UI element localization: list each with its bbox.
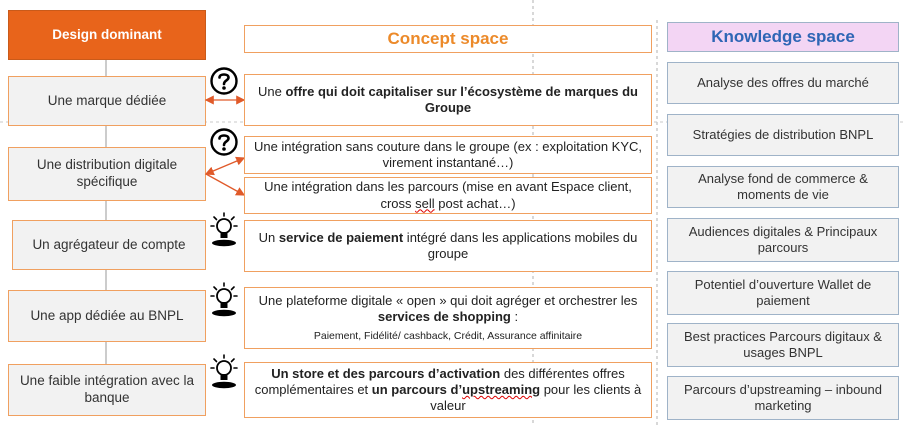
knowledge-space-header: Knowledge space: [667, 22, 899, 52]
left-item-agregateur: Un agrégateur de compte: [12, 220, 206, 270]
concept-text: Un store et des parcours d’activation des différentes offres complémentaires et un parcours d’upstreaming pour les clients à valeur: [254, 365, 642, 414]
concept-integration-groupe: Une intégration sans couture dans le groupe (ex : exploitation KYC, virement instantané…): [244, 136, 652, 174]
concept-integration-parcours: [244, 177, 652, 214]
knowledge-item-upstreaming: Parcours d’upstreaming – inbound marketing: [667, 376, 899, 420]
concept-store-activation: [244, 362, 652, 418]
left-item-app: Une app dédiée au BNPL: [8, 290, 206, 342]
concept-plateforme-open: [244, 287, 652, 349]
question-icon: [209, 127, 239, 157]
concept-offre-ecosysteme: [244, 74, 652, 126]
concept-space-header: Concept space: [244, 25, 652, 53]
lightbulb-icon: [209, 212, 239, 248]
concept-subtext: Paiement, Fidélité/ cashback, Crédit, Assurance affinitaire: [313, 329, 583, 342]
knowledge-wallet-text: Potentiel d’ouverture Wallet de paiement: [694, 276, 872, 308]
concept-text: Une plateforme digitale « open » qui doit agréger et orchestrer les services de shopping :: [258, 293, 638, 325]
concept-text: Une intégration dans les parcours (mise en avant Espace client, cross sell post achat…): [264, 179, 632, 211]
left-item-faible: Une faible intégration avec la banque: [8, 364, 206, 416]
knowledge-item-audiences: Audiences digitales & Principaux parcours: [667, 218, 899, 262]
question-icon: [209, 66, 239, 96]
knowledge-item-wallet: [667, 271, 899, 315]
concept-text: Un service de paiement intégré dans les applications mobiles du groupe: [258, 229, 638, 261]
arrow-distribution-2: [206, 174, 244, 195]
arrow-distribution-1: [206, 158, 244, 174]
knowledge-item-fond-commerce: Analyse fond de commerce & moments de vie: [667, 166, 899, 208]
lightbulb-icon: [209, 282, 239, 318]
concept-text: Une offre qui doit capitaliser sur l’écosystème de marques du Groupe: [257, 83, 639, 115]
lightbulb-icon: [209, 354, 239, 390]
knowledge-item-offres: Analyse des offres du marché: [667, 62, 899, 104]
design-dominant-header: Design dominant: [8, 10, 206, 60]
knowledge-item-best-practices: Best practices Parcours digitaux & usages BNPL: [667, 323, 899, 367]
left-item-marque: Une marque dédiée: [8, 76, 206, 126]
left-item-distribution: Une distribution digitale spécifique: [8, 147, 206, 201]
concept-service-paiement: [244, 220, 652, 272]
knowledge-item-strategies: Stratégies de distribution BNPL: [667, 114, 899, 156]
